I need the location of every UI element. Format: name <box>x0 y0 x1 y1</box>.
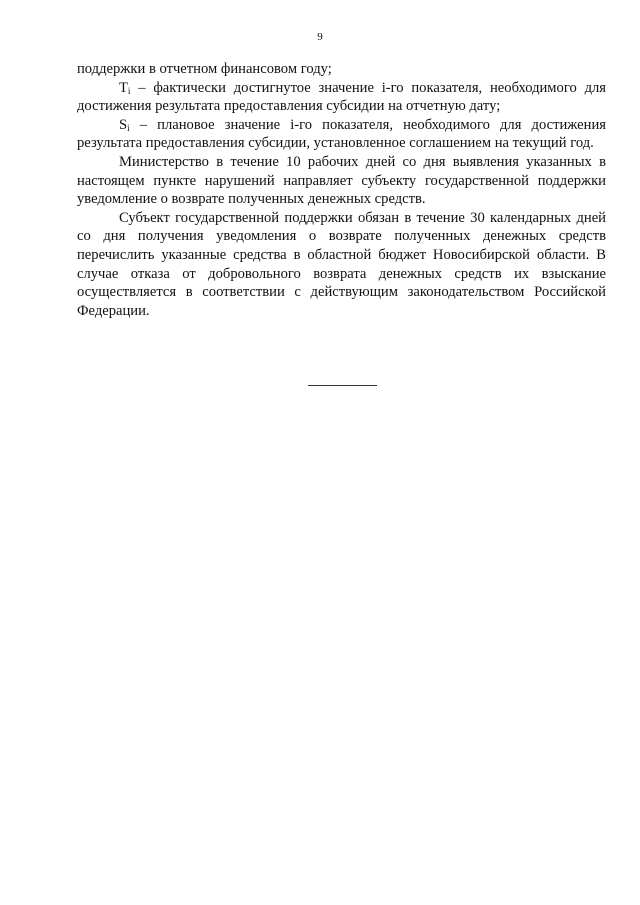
document-body <box>77 60 606 320</box>
paragraph-si-definition <box>77 116 606 153</box>
variable-subscript: i <box>127 85 131 96</box>
variable-symbol: S <box>119 116 128 133</box>
paragraph-continuation: поддержки в отчетном финансовом году; <box>77 61 332 77</box>
page-number: 9 <box>317 31 323 43</box>
end-of-document-rule <box>308 385 377 386</box>
paragraph-refund-obligation: Субъект государственной поддержки обязан в течение 30 календарных дней со дня получения уведомления о возврате полученных денежных средств перечислить указанные средства в областной бюджет Новосибирской области. В случае отказа от добровольного возврата денежных средств их взыскание осуществляется в соответствии с действующим законодательством Российской Федерации. <box>77 209 606 319</box>
paragraph-ministry-notice: Министерство в течение 10 рабочих дней со дня выявления указанных в настоящем пункте нарушений направляет субъекту государственной поддержки уведомление о возврате полученных денежных средств. <box>77 153 606 208</box>
variable-subscript: i <box>127 122 130 133</box>
variable-symbol: T <box>119 79 128 96</box>
paragraph-ti-definition <box>77 79 606 116</box>
definition-text: – плановое значение i-го показателя, необходимого для достижения результата предоставления субсидии, установленное соглашением на текущий год. <box>77 116 606 152</box>
definition-text: – фактически достигнутое значение i-го показателя, необходимого для достижения результата предоставления субсидии на отчетную дату; <box>77 79 606 115</box>
